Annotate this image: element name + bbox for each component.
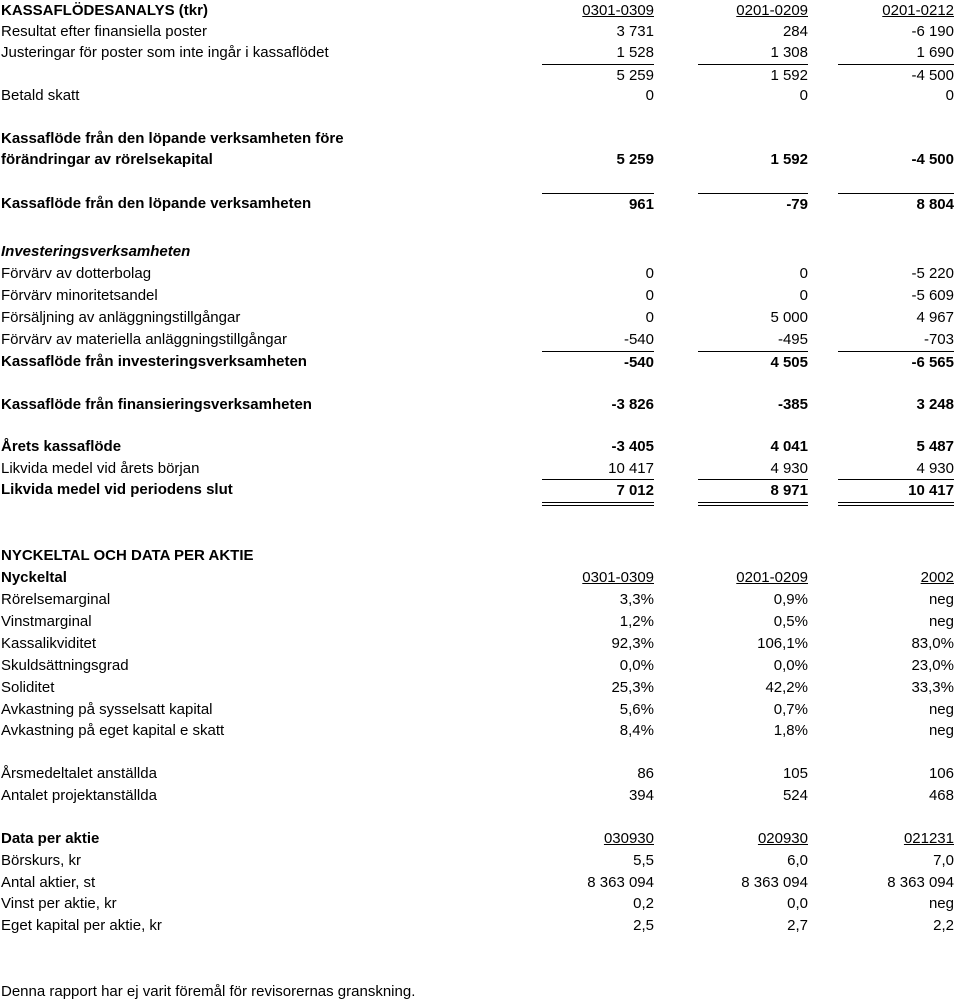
cell: -540 bbox=[623, 331, 654, 348]
table-row bbox=[0, 611, 960, 633]
row-label: Vinst per aktie, kr bbox=[1, 895, 117, 912]
cell: 1 528 bbox=[616, 44, 654, 61]
row-label: Soliditet bbox=[1, 679, 55, 696]
cell: neg bbox=[928, 701, 954, 718]
table-row bbox=[0, 329, 960, 351]
cell: 7 012 bbox=[542, 479, 654, 502]
row-label: Årsmedeltalet anställda bbox=[1, 765, 157, 782]
table-row bbox=[0, 850, 960, 872]
table-row bbox=[0, 785, 960, 807]
table-row bbox=[0, 307, 960, 329]
total-row bbox=[0, 436, 960, 458]
row-label: Förvärv minoritetsandel bbox=[1, 287, 158, 304]
row-label: Kassaflöde från den löpande verksamheten bbox=[1, 195, 312, 212]
row-label: Kassaflöde från den löpande verksamheten före bbox=[1, 130, 344, 147]
table-row bbox=[0, 633, 960, 655]
section-heading: Investeringsverksamheten bbox=[1, 243, 191, 260]
cell: 3,3% bbox=[619, 591, 654, 608]
cell: 25,3% bbox=[611, 679, 654, 696]
keyfigures-header-label: Nyckeltal bbox=[1, 569, 67, 586]
cashflow-header-row bbox=[0, 0, 960, 22]
row-label: Förvärv av dotterbolag bbox=[1, 265, 152, 282]
row-label: Kassaflöde från investeringsverksamheten bbox=[1, 353, 307, 370]
cell: -79 bbox=[698, 193, 808, 216]
cell: -4 500 bbox=[911, 151, 954, 168]
row-label: Börskurs, kr bbox=[1, 852, 82, 869]
footer-row bbox=[0, 981, 960, 1003]
cell: -703 bbox=[923, 331, 954, 348]
cell: -3 826 bbox=[611, 396, 654, 413]
cell: 5 259 bbox=[542, 64, 654, 87]
table-row bbox=[0, 42, 960, 64]
cell: 1 308 bbox=[770, 44, 808, 61]
table-row bbox=[0, 677, 960, 699]
cell: -4 500 bbox=[838, 64, 954, 87]
col-header: 0301-0309 bbox=[582, 569, 654, 586]
table-row bbox=[0, 21, 960, 43]
cell: 8 363 094 bbox=[587, 874, 654, 891]
row-label: Förvärv av materiella anläggningstillgångar bbox=[1, 331, 287, 348]
cell: 284 bbox=[782, 23, 808, 40]
cell: 4 505 bbox=[698, 351, 808, 374]
row-label: Skuldsättningsgrad bbox=[1, 657, 129, 674]
cell: 2,5 bbox=[633, 917, 654, 934]
cell: neg bbox=[928, 895, 954, 912]
cell: 0 bbox=[645, 287, 654, 304]
cashflow-title: KASSAFLÖDESANALYS (tkr) bbox=[1, 2, 208, 19]
cell: 0 bbox=[799, 87, 808, 104]
row-label: Antal aktier, st bbox=[1, 874, 96, 891]
cell: -6 565 bbox=[838, 351, 954, 374]
cell: 3 731 bbox=[616, 23, 654, 40]
pershare-header-row bbox=[0, 828, 960, 850]
cell: 92,3% bbox=[611, 635, 654, 652]
cell: 33,3% bbox=[911, 679, 954, 696]
row-label: Justeringar för poster som inte ingår i kassaflödet bbox=[1, 44, 329, 61]
cell: 0 bbox=[645, 265, 654, 282]
cell: 0 bbox=[645, 87, 654, 104]
col-header: 0301-0309 bbox=[582, 2, 654, 19]
cell: 6,0 bbox=[787, 852, 808, 869]
cell: -495 bbox=[777, 331, 808, 348]
cell: 7,0 bbox=[933, 852, 954, 869]
table-row bbox=[0, 589, 960, 611]
cell: 1,2% bbox=[619, 613, 654, 630]
cell: 5,5 bbox=[633, 852, 654, 869]
cell: 468 bbox=[928, 787, 954, 804]
cell: 0,7% bbox=[773, 701, 808, 718]
table-row bbox=[0, 915, 960, 937]
keyfigures-header-row bbox=[0, 567, 960, 589]
row-label: Kassaflöde från finansieringsverksamheten bbox=[1, 396, 312, 413]
cell: 4 930 bbox=[770, 460, 808, 477]
total-row bbox=[0, 193, 960, 215]
row-label: Rörelsemarginal bbox=[1, 591, 111, 608]
cell: -5 609 bbox=[911, 287, 954, 304]
cell: 8 804 bbox=[838, 193, 954, 216]
table-row bbox=[0, 720, 960, 742]
total-row bbox=[0, 149, 960, 171]
cell: 8 363 094 bbox=[887, 874, 954, 891]
col-header: 021231 bbox=[903, 830, 954, 847]
total-row bbox=[0, 394, 960, 416]
cell: 0,0% bbox=[773, 657, 808, 674]
col-header: 020930 bbox=[757, 830, 808, 847]
cell: 4 967 bbox=[916, 309, 954, 326]
cell: -6 190 bbox=[911, 23, 954, 40]
cell: 394 bbox=[628, 787, 654, 804]
row-label: Likvida medel vid årets början bbox=[1, 460, 200, 477]
table-row bbox=[0, 285, 960, 307]
col-header: 0201-0212 bbox=[882, 2, 954, 19]
row-label: Resultat efter finansiella poster bbox=[1, 23, 207, 40]
row-label: Försäljning av anläggningstillgångar bbox=[1, 309, 241, 326]
grand-total-row bbox=[0, 479, 960, 501]
cell: 4 930 bbox=[916, 460, 954, 477]
cell: 23,0% bbox=[911, 657, 954, 674]
cell: 961 bbox=[542, 193, 654, 216]
cell: 0,2 bbox=[633, 895, 654, 912]
table-row bbox=[0, 699, 960, 721]
cell: 8 971 bbox=[698, 479, 808, 502]
cell: 5 487 bbox=[916, 438, 954, 455]
cell: neg bbox=[928, 591, 954, 608]
cell: 2,2 bbox=[933, 917, 954, 934]
cell: -5 220 bbox=[911, 265, 954, 282]
row-label: Eget kapital per aktie, kr bbox=[1, 917, 162, 934]
cell: 106,1% bbox=[757, 635, 808, 652]
cell: 0 bbox=[945, 87, 954, 104]
cell: 0,5% bbox=[773, 613, 808, 630]
row-label: Antalet projektanställda bbox=[1, 787, 157, 804]
cell: 4 041 bbox=[770, 438, 808, 455]
col-header: 0201-0209 bbox=[736, 569, 808, 586]
table-row bbox=[0, 655, 960, 677]
row-label: Kassalikviditet bbox=[1, 635, 97, 652]
cell: 524 bbox=[782, 787, 808, 804]
cell: neg bbox=[928, 613, 954, 630]
table-row bbox=[0, 263, 960, 285]
cell: 42,2% bbox=[765, 679, 808, 696]
cell: 0 bbox=[799, 265, 808, 282]
cell: 0,0% bbox=[619, 657, 654, 674]
cell: -540 bbox=[542, 351, 654, 374]
cell: 1 592 bbox=[698, 64, 808, 87]
row-label: Vinstmarginal bbox=[1, 613, 92, 630]
table-row bbox=[0, 872, 960, 894]
col-header: 0201-0209 bbox=[736, 2, 808, 19]
total-row bbox=[0, 351, 960, 373]
cell: 0 bbox=[799, 287, 808, 304]
cell: 1 592 bbox=[770, 151, 808, 168]
row-label: Likvida medel vid periodens slut bbox=[1, 481, 233, 498]
cell: 106 bbox=[928, 765, 954, 782]
cell: 86 bbox=[637, 765, 654, 782]
cell: 2,7 bbox=[787, 917, 808, 934]
row-label: förändringar av rörelsekapital bbox=[1, 151, 213, 168]
cell: 0,9% bbox=[773, 591, 808, 608]
cell: 10 417 bbox=[608, 460, 654, 477]
cell: 3 248 bbox=[916, 396, 954, 413]
section-heading-row bbox=[0, 241, 960, 263]
cell: -3 405 bbox=[611, 438, 654, 455]
subtotal-row bbox=[0, 64, 960, 86]
row-label: Avkastning på sysselsatt kapital bbox=[1, 701, 213, 718]
cell: 8,4% bbox=[619, 722, 654, 739]
cell: 8 363 094 bbox=[741, 874, 808, 891]
cell: neg bbox=[928, 722, 954, 739]
keyfigures-title: NYCKELTAL OCH DATA PER AKTIE bbox=[1, 547, 254, 564]
table-row bbox=[0, 763, 960, 785]
table-row bbox=[0, 893, 960, 915]
col-header: 2002 bbox=[920, 569, 954, 586]
cell: 1,8% bbox=[773, 722, 808, 739]
cell: 10 417 bbox=[838, 479, 954, 502]
table-row bbox=[0, 458, 960, 480]
row-label: Betald skatt bbox=[1, 87, 80, 104]
cell: 1 690 bbox=[916, 44, 954, 61]
cell: 83,0% bbox=[911, 635, 954, 652]
table-row bbox=[0, 128, 960, 150]
col-header: 030930 bbox=[603, 830, 654, 847]
section-title-row bbox=[0, 545, 960, 567]
cell: 0 bbox=[645, 309, 654, 326]
cell: 5 000 bbox=[770, 309, 808, 326]
cell: 5 259 bbox=[616, 151, 654, 168]
table-row bbox=[0, 85, 960, 107]
pershare-header-label: Data per aktie bbox=[1, 830, 100, 847]
cell: 5,6% bbox=[619, 701, 654, 718]
cell: 105 bbox=[782, 765, 808, 782]
cell: 0,0 bbox=[787, 895, 808, 912]
footer-note: Denna rapport har ej varit föremål för revisorernas granskning. bbox=[1, 983, 416, 1000]
row-label: Årets kassaflöde bbox=[1, 438, 122, 455]
cell: -385 bbox=[777, 396, 808, 413]
row-label: Avkastning på eget kapital e skatt bbox=[1, 722, 225, 739]
